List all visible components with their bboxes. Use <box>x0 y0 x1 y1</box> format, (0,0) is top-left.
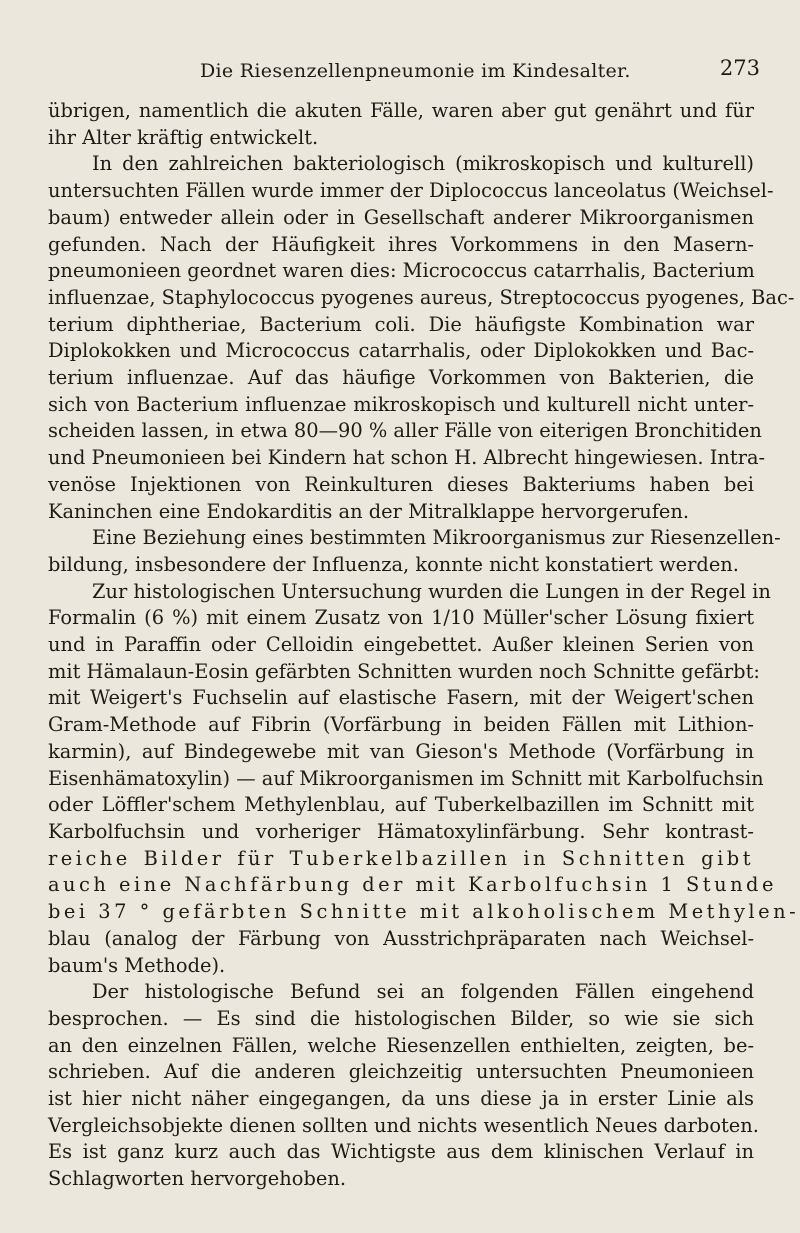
text-line: schrieben. Auf die anderen gleichzeitig untersuchten Pneumonieen <box>48 1060 754 1084</box>
text-line: terium influenzae. Auf das häufige Vorkommen von Bakterien, die <box>48 366 754 390</box>
text-line: baum's Methode). <box>48 953 226 977</box>
text-line: sich von Bacterium influenzae mikroskopisch und kulturell nicht unter- <box>48 392 754 416</box>
text-line: terium diphtheriae, Bacterium coli. Die häufigste Kombination war <box>48 312 754 336</box>
text-line: Vergleichsobjekte dienen sollten und nichts wesentlich Neues darboten. <box>48 1113 759 1137</box>
text-line: Diplokokken und Micrococcus catarrhalis, oder Diplokokken und Bac- <box>48 339 754 363</box>
text-line: Formalin (6 %) mit einem Zusatz von 1/10 Müller'scher Lösung fixiert <box>48 606 754 630</box>
text-line: Es ist ganz kurz auch das Wichtigste aus dem klinischen Verlauf in <box>48 1140 754 1164</box>
text-line: Kaninchen eine Endokarditis an der Mitralklappe hervorgerufen. <box>48 499 690 523</box>
running-head: Die Riesenzellenpneumonie im Kindesalter. <box>200 60 631 82</box>
text-line: Karbolfuchsin und vorheriger Hämatoxylinfärbung. Sehr kontrast- <box>48 819 754 843</box>
page-header <box>60 56 760 86</box>
text-line: übrigen, namentlich die akuten Fälle, waren aber gut genährt und für <box>48 99 754 122</box>
text-line: ihr Alter kräftig entwickelt. <box>48 125 319 149</box>
text-line: In den zahlreichen bakteriologisch (mikroskopisch und kulturell) <box>92 152 754 176</box>
text-line: mit Hämalaun-Eosin gefärbten Schnitten wurden noch Schnitte gefärbt: <box>48 659 760 683</box>
text-line: mit Weigert's Fuchselin auf elastische Fasern, mit der Weigert'schen <box>48 686 754 710</box>
page-number: 273 <box>719 56 760 80</box>
text-line: auch eine Nachfärbung der mit Karbolfuchsin 1 Stunde <box>48 873 777 897</box>
text-line: reiche Bilder für Tuberkelbazillen in Schnitten gibt <box>48 846 754 870</box>
text-line: Eisenhämatoxylin) — auf Mikroorganismen im Schnitt mit Karbolfuchsin <box>48 766 764 790</box>
text-line: Der histologische Befund sei an folgenden Fällen eingehend <box>92 980 754 1004</box>
text-line: influenzae, Staphylococcus pyogenes aureus, Streptococcus pyogenes, Bac- <box>48 285 795 309</box>
text-line: bei 37 ° gefärbten Schnitte mit alkoholischem Methylen- <box>48 900 800 924</box>
text-line: besprochen. — Es sind die histologischen Bilder, so wie sie sich <box>48 1006 754 1030</box>
body-text <box>48 98 800 1193</box>
text-line: pneumonieen geordnet waren dies: Micrococcus catarrhalis, Bacterium <box>48 259 755 283</box>
text-line: an den einzelnen Fällen, welche Riesenzellen enthielten, zeigten, be- <box>48 1033 754 1057</box>
text-line: Schlagworten hervorgehoben. <box>48 1167 346 1191</box>
text-line: Gram-Methode auf Fibrin (Vorfärbung in beiden Fällen mit Lithion- <box>48 713 754 737</box>
text-line: Zur histologischen Untersuchung wurden die Lungen in der Regel in <box>92 579 771 603</box>
text-line: und in Paraffin oder Celloidin eingebettet. Außer kleinen Serien von <box>48 633 754 657</box>
text-line: bildung, insbesondere der Influenza, konnte nicht konstatiert werden. <box>48 552 739 576</box>
text-line: karmin), auf Bindegewebe mit van Gieson's Methode (Vorfärbung in <box>48 739 754 763</box>
text-line: Eine Beziehung eines bestimmten Mikroorganismus zur Riesenzellen- <box>92 526 781 550</box>
text-line: scheiden lassen, in etwa 80—90 % aller Fälle von eiterigen Bronchitiden <box>48 419 762 443</box>
text-line: untersuchten Fällen wurde immer der Diplococcus lanceolatus (Weichsel- <box>48 179 774 203</box>
text-line: ist hier nicht näher eingegangen, da uns diese ja in erster Linie als <box>48 1087 754 1111</box>
text-line: venöse Injektionen von Reinkulturen dieses Bakteriums haben bei <box>48 472 754 496</box>
text-line: gefunden. Nach der Häufigkeit ihres Vorkommens in den Masern- <box>48 232 754 256</box>
text-line: und Pneumonieen bei Kindern hat schon H. Albrecht hingewiesen. Intra- <box>48 446 766 470</box>
text-line: blau (analog der Färbung von Ausstrichpräparaten nach Weichsel- <box>48 926 754 950</box>
text-line: baum) entweder allein oder in Gesellschaft anderer Mikroorganismen <box>48 205 754 229</box>
text-line: oder Löffler'schem Methylenblau, auf Tuberkelbazillen im Schnitt mit <box>48 793 754 817</box>
